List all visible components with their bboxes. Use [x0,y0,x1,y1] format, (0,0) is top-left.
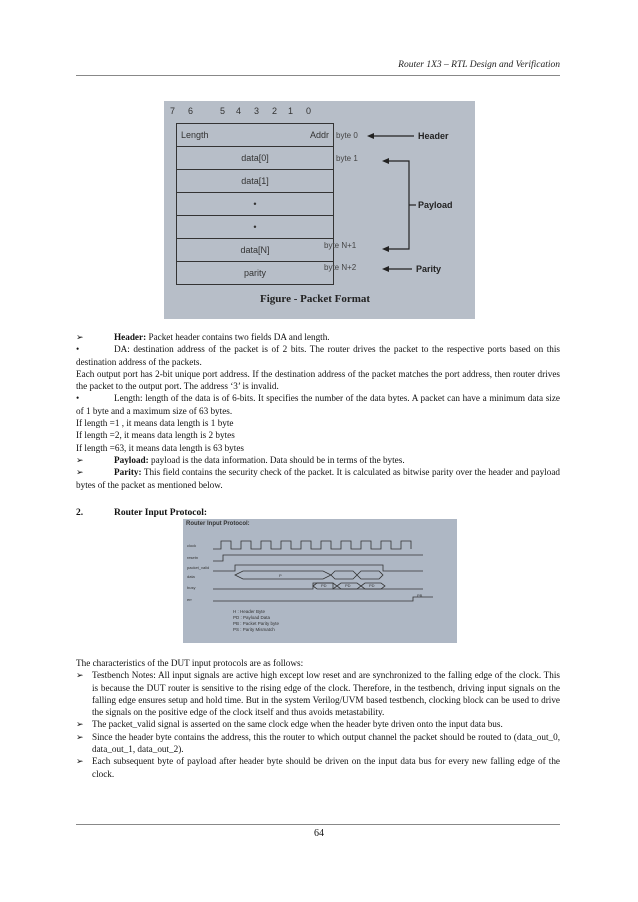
dataN-row: data[N] [177,239,333,262]
list-item [76,669,560,718]
bit-label: 4 [236,106,242,116]
arrow-bullet-icon: ➢ [76,454,84,465]
list-item-text: Since the header byte contains the address, this the router to which output channel the packet should be routed to (data_out_0, data_out_1, data_out_2). [92,731,560,755]
bit-label: 2 [272,106,278,116]
da-text: DA: destination address of the packet is of 2 bits. The router drives the packet to the respective ports based on this destination address of the packets. [76,344,560,367]
list-item [76,731,560,756]
parity-row: parity [243,268,266,278]
signal-label: packet_valid [187,565,210,570]
list-item [76,755,560,780]
list-item [76,718,560,730]
arrow-bullet-icon: ➢ [76,332,84,342]
legend-item: PB : Packet Parity byte [233,621,280,626]
parity-label: Parity: [114,467,142,478]
length-example-2: If length =2, it means data length is 2 bytes [76,430,235,441]
da-bullet [76,343,560,368]
payload-text: payload is the data information. Data should be in terms of the bytes. [148,454,405,465]
timing-legend [233,609,279,633]
bit-label: 1 [288,106,294,116]
packet-format-figure [164,101,475,319]
header-bullet [76,331,560,343]
bit-label: 5 [220,106,226,116]
packet-description [76,331,560,491]
waveform-box-label: PD [345,583,351,588]
timing-waveforms [183,519,457,643]
page-number: 64 [314,828,324,839]
arrow-bullet-icon: ➢ [76,467,84,478]
arrow-bullet-icon: ➢ [76,731,84,742]
arrow-bullet-icon: ➢ [76,719,84,730]
legend-item: H : Header Byte [233,609,266,614]
addr-field: Addr [309,130,329,140]
arrow-bullet-icon: ➢ [76,670,84,681]
header-tag: Header [418,131,449,141]
header-label: Header: [114,332,147,342]
section-heading [76,508,207,518]
byteN2-label: byte N+2 [324,263,357,272]
arrow-bullet-icon: ➢ [76,756,84,767]
timing-diagram-figure [183,519,457,643]
signal-label: err [187,597,192,602]
legend-item: PD : Payload Data [233,615,271,620]
port-paragraph: Each output port has 2-bit unique port address. If the destination address of the packet matches the port address, then router drives the packet to the output port. The address ‘3’ is invalid. [76,368,560,392]
header-text: Packet header contains two fields DA and length. [146,332,330,342]
byte1-label: byte 1 [336,154,358,163]
waveform-box-label: PD [321,583,327,588]
bit-label: 3 [254,106,260,116]
signal-label: clock [187,543,197,548]
list-item-text: Testbench Notes: All input signals are active high except low reset and are synchronized to the falling edge of the clock. This is because the DUT router is sensitive to the rising edge of the clock. Therefore, in the testbench, driving input signals on the falling edge ensures setup and hold time. But in the system Verilog/UVM based testbench, clocking block can be used to drive the signals on the positive edge of the clock itself and thus avoids metastability. [92,670,560,718]
waveform-box-label: P [279,573,282,578]
section-number: 2. [76,508,84,518]
payload-bullet [76,454,560,466]
length-text: Length: length of the data is of 6-bits. It specifies the number of the data bytes. A packet can have a minimum data size of 1 byte and a maximum size of 63 bytes. [76,393,560,416]
payload-tag: Payload [418,200,453,210]
running-header: Router 1X3 – RTL Design and Verification [398,60,560,70]
payload-label: Payload: [114,454,149,465]
bit-label: 0 [306,106,312,116]
parity-text: This field contains the security check of the packet. It is calculated as bitwise parity over the header and payload bytes of the packet as mentioned below. [76,467,560,490]
length-field: Length [181,130,209,140]
header-rule [76,75,560,76]
footer-rule [76,824,560,825]
parity-tag: Parity [416,264,442,274]
signal-label: resetn [187,555,199,560]
data0-row: data[0] [177,147,333,170]
signal-label: data [187,574,195,579]
waveform-box-label: PB [417,593,423,598]
waveform-box-label: PD [369,583,375,588]
length-example-1: If length =1 , it means data length is 1 byte [76,418,234,429]
dot-bullet-icon: • [76,344,80,355]
byte0-label: byte 0 [336,131,358,140]
list-item-text: Each subsequent byte of payload after header byte should be driven on the input data bus for every new falling edge of the clock. [92,756,560,779]
bit-label: 7 [170,106,176,116]
section-title: Router Input Protocol: [114,508,208,518]
ellipsis-row: • [177,216,333,239]
length-bullet [76,392,560,417]
length-example-3: If length =63, it means data length is 63 bytes [76,442,244,453]
byteN1-label: byte N+1 [324,241,357,250]
bit-label: 6 [188,106,194,116]
protocol-characteristics [76,657,560,780]
timing-title: Router Input Protocol: [186,521,250,527]
ellipsis-row: • [177,193,333,216]
dot-bullet-icon: • [76,393,80,404]
characteristics-intro: The characteristics of the DUT input protocols are as follows: [76,658,304,668]
figure-caption: Figure - Packet Format [260,293,371,305]
data1-row: data[1] [177,170,333,193]
list-item-text: The packet_valid signal is asserted on the same clock edge when the header byte driven onto the input data bus. [92,719,503,730]
parity-bullet [76,466,560,491]
signal-label: busy [187,585,196,590]
legend-item: PS : Parity Mismatch [233,627,275,632]
